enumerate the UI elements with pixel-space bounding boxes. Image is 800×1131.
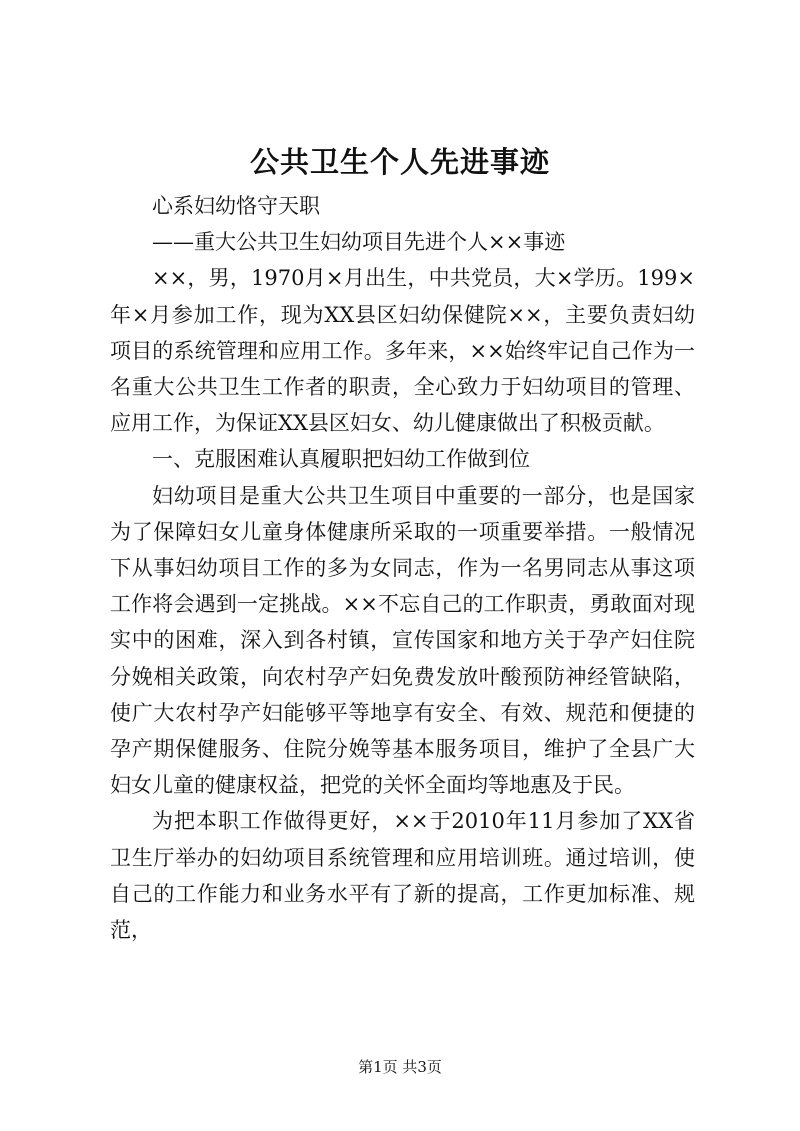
body-paragraph: 妇幼项目是重大公共卫生项目中重要的一部分，也是国家为了保障妇女儿童身体健康所采取的一项重要举措。一般情况下从事妇幼项目工作的多为女同志，作为一名男同志从事这项工作将会遇到一定挑战。××不忘自己的工作职责，勇敢面对现实中的困难，深入到各村镇，宣传国家和地方关于孕产妇住院分娩相关政策，向农村孕产妇免费发放叶酸预防神经管缺陷，使广大农村孕产妇能够平等地享有安全、有效、规范和便捷的孕产期保健服务、住院分娩等基本服务项目，维护了全县广大妇女儿童的健康权益，把党的关怀全面均等地惠及于民。 [110, 483, 695, 798]
subtitle-paragraph: 心系妇幼恪守天职 [152, 194, 320, 218]
body-paragraph: ××，男，1970月×月出生，中共党员，大×学历。199×年×月参加工作，现为XX县区妇幼保健院××，主要负责妇幼项目的系统管理和应用工作。多年来，××始终牢记自己作为一名重大公共卫生工作者的职责，全心致力于妇幼项目的管理、应用工作，为保证XX县区妇女、幼儿健康做出了积极贡献。 [110, 266, 695, 436]
document-body [110, 188, 695, 948]
section-heading: 一、克服困难认真履职把妇幼工作做到位 [152, 447, 530, 472]
subheading-paragraph: ——重大公共卫生妇幼项目先进个人××事迹 [152, 230, 566, 255]
document-title: 公共卫生个人先进事迹 [249, 145, 550, 179]
body-paragraph: 为把本职工作做得更好，××于2010年11月参加了XX省卫生厅举办的妇幼项目系统管理和应用培训班。通过培训，使自己的工作能力和业务水平有了新的提高，工作更加标准、规范， [110, 809, 695, 943]
page-footer: 第1页 共3页 [358, 1058, 442, 1076]
